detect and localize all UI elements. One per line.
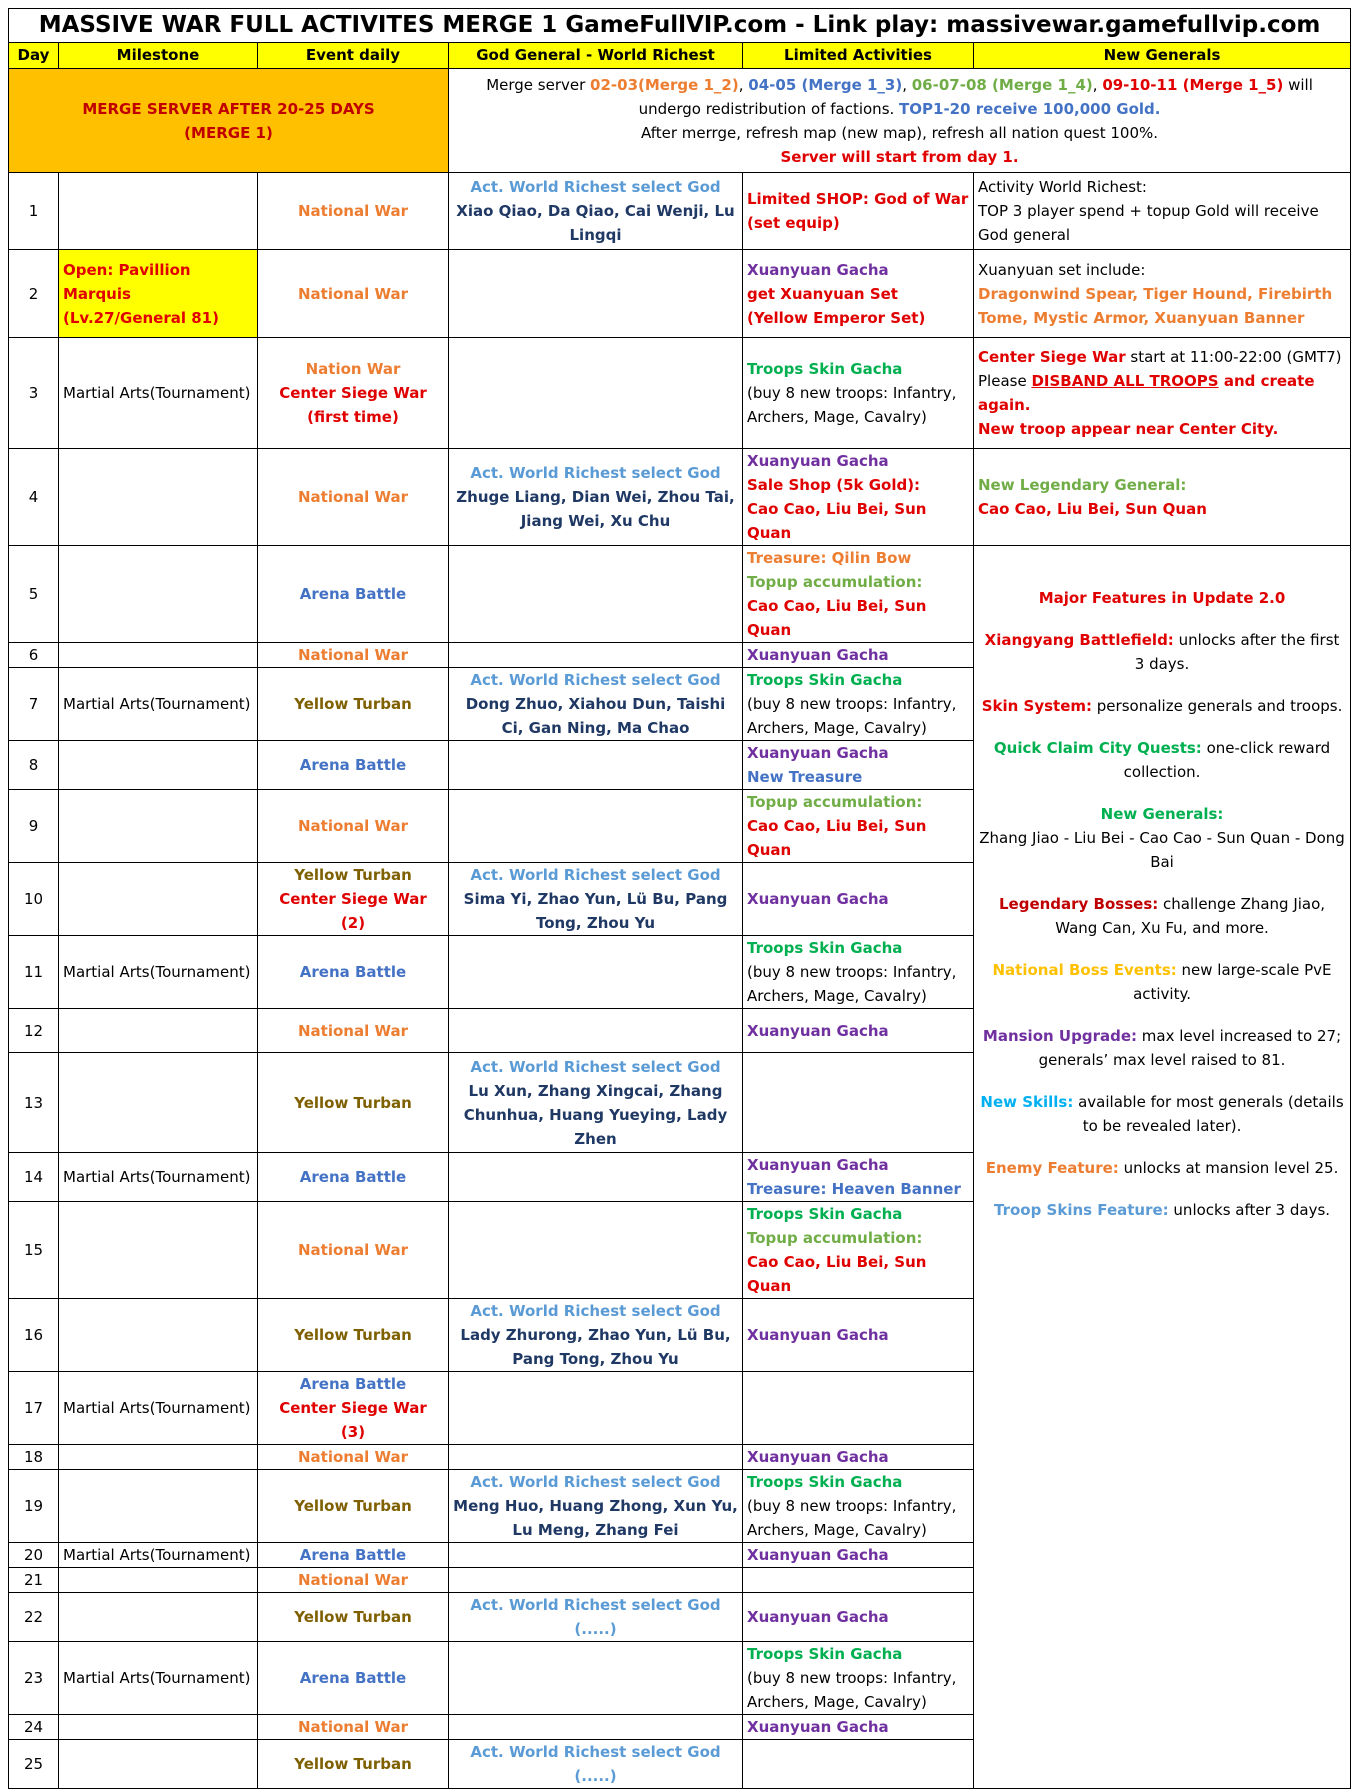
feature-name: New Skills: [980,1093,1074,1111]
feature-item [978,1156,1346,1180]
feature-desc: Zhang Jiao - Liu Bei - Cao Cao - Sun Quan - Dong Bai [979,829,1345,871]
limited-line: Troops Skin Gacha [747,360,903,378]
event-line: Arena Battle [299,1375,407,1393]
god-activity-label: Act. World Richest select God [470,1743,721,1761]
event-cell: Arena Battle [258,741,449,790]
new-line: DISBAND ALL TROOPS [1031,372,1219,390]
event-cell: National War [258,449,449,546]
limited-line: (buy 8 new troops: Infantry, Archers, Mage, Cavalry) [747,1669,957,1711]
event-line: Yellow Turban [294,866,412,884]
limited-line: Limited SHOP: God of War [747,190,969,208]
day-cell: 3 [9,338,59,449]
day-cell: 20 [9,1543,59,1568]
merge-detail-text: Merge server [486,75,591,94]
new-line: and create again. [978,372,1315,414]
activity-schedule-sheet [8,8,1350,1785]
new-line: Activity World Richest: [978,178,1147,196]
event-cell: Yellow Turban [258,1740,449,1789]
limited-cell [743,250,974,338]
god-cell [449,1299,743,1372]
god-cell [449,1372,743,1445]
limited-line: get Xuanyuan Set [747,284,898,303]
milestone-cell [59,1202,258,1299]
god-activity-label: Act. World Richest select God [470,866,721,884]
god-list: Zhuge Liang, Dian Wei, Zhou Tai, Jiang Wei, Xu Chu [456,488,735,530]
god-cell [449,173,743,250]
milestone-cell [59,1715,258,1740]
new-generals-cell [974,449,1351,546]
god-activity-label: Act. World Richest select God [470,671,721,689]
feature-desc: available for most generals (details to be revealed later). [1073,1093,1344,1135]
new-line: TOP 3 player spend + topup Gold will receive God general [978,202,1319,244]
milestone-cell [59,546,258,643]
new-line: New Legendary General: [978,476,1187,494]
milestone-cell [59,1299,258,1372]
limited-cell [743,546,974,643]
merge-sep: , [1092,75,1103,94]
merge-1-2: 02-03(Merge 1_2) [590,75,739,94]
schedule-table [8,8,1351,1789]
limited-line: Cao Cao, Liu Bei, Sun Quan [747,817,927,859]
god-cell [449,1593,743,1642]
milestone-cell: Martial Arts(Tournament) [59,338,258,449]
limited-line: Cao Cao, Liu Bei, Sun Quan [747,1253,927,1295]
new-line: Please [978,372,1032,390]
event-cell [258,1372,449,1445]
table-row [9,338,1351,449]
event-cell: National War [258,1009,449,1053]
event-cell: National War [258,173,449,250]
merge-detail-text: will undergo redistribution of factions. [638,75,1313,118]
milestone-cell: Martial Arts(Tournament) [59,1372,258,1445]
limited-line: New Treasure [747,768,863,786]
day-cell: 7 [9,668,59,741]
limited-line: (buy 8 new troops: Infantry, Archers, Mage, Cavalry) [747,963,957,1005]
limited-line: Troops Skin Gacha [747,1645,903,1663]
day-cell: 13 [9,1053,59,1153]
god-activity-label: Act. World Richest select God [470,1596,721,1614]
day-cell: 11 [9,936,59,1009]
day-cell: 24 [9,1715,59,1740]
feature-item [978,694,1346,718]
limited-cell [743,1642,974,1715]
limited-cell: Xuanyuan Gacha [743,863,974,936]
major-features-cell [974,546,1351,1789]
day-cell: 15 [9,1202,59,1299]
god-cell [449,1202,743,1299]
day-cell: 23 [9,1642,59,1715]
day-cell: 17 [9,1372,59,1445]
event-cell: Arena Battle [258,1642,449,1715]
milestone-cell [59,1445,258,1470]
milestone-cell: Martial Arts(Tournament) [59,1153,258,1202]
limited-cell [743,173,974,250]
limited-cell: Xuanyuan Gacha [743,1009,974,1053]
god-activity-label: Act. World Richest select God [470,1302,721,1320]
day-cell: 2 [9,250,59,338]
event-cell: National War [258,1568,449,1593]
feature-desc: max level increased to 27; generals’ max level raised to 81. [1038,1027,1342,1069]
event-line: Nation War [305,360,401,378]
new-line: New troop appear near Center City. [978,420,1279,438]
day-cell: 9 [9,790,59,863]
god-cell [449,1642,743,1715]
limited-cell: Xuanyuan Gacha [743,643,974,668]
day-cell: 18 [9,1445,59,1470]
event-line: Center Siege War [279,1399,427,1417]
merge-note-line2: (MERGE 1) [184,123,273,142]
milestone-cell [59,449,258,546]
limited-line: Xuanyuan Gacha [747,452,889,470]
limited-line: Xuanyuan Gacha [747,744,889,762]
header-day: Day [9,43,59,69]
god-cell [449,790,743,863]
table-row [9,449,1351,546]
limited-line: (buy 8 new troops: Infantry, Archers, Mage, Cavalry) [747,384,957,426]
god-cell [449,1053,743,1153]
merge-1-3: 04-05 (Merge 1_3) [748,75,903,94]
page-title: MASSIVE WAR FULL ACTIVITES MERGE 1 GameFullVIP.com - Link play: massivewar.gamefullvip.com [9,9,1351,43]
event-cell: Arena Battle [258,546,449,643]
event-cell: Yellow Turban [258,1053,449,1153]
new-line: start at 11:00-22:00 (GMT7) [1125,348,1342,366]
event-cell: Yellow Turban [258,1593,449,1642]
feature-desc: one-click reward collection. [1123,739,1331,781]
limited-line: Troops Skin Gacha [747,1205,903,1223]
god-cell [449,1740,743,1789]
header-god-general: God General - World Richest [449,43,743,69]
features-title: Major Features in Update 2.0 [1038,589,1286,607]
new-line: Xuanyuan set include: [978,260,1146,279]
god-cell [449,1153,743,1202]
day-cell: 16 [9,1299,59,1372]
limited-line: Treasure: Qilin Bow [747,549,912,567]
god-cell [449,863,743,936]
feature-name: Xiangyang Battlefield: [984,631,1174,649]
feature-name: New Generals: [1100,805,1224,823]
event-line: Center Siege War [279,384,427,402]
day-cell: 4 [9,449,59,546]
merge-note-line1: MERGE SERVER AFTER 20-25 DAYS [82,99,375,118]
day-cell: 19 [9,1470,59,1543]
event-cell [258,338,449,449]
merge-1-5: 09-10-11 (Merge 1_5) [1102,75,1284,94]
merge-details [449,69,1351,173]
milestone-cell: Martial Arts(Tournament) [59,668,258,741]
god-cell [449,250,743,338]
milestone-cell [59,1568,258,1593]
event-cell: National War [258,790,449,863]
day-cell: 12 [9,1009,59,1053]
feature-item [978,1024,1346,1072]
milestone-cell [59,1470,258,1543]
feature-desc: challenge Zhang Jiao, Wang Can, Xu Fu, and more. [1055,895,1326,937]
limited-cell [743,936,974,1009]
day-cell: 8 [9,741,59,790]
limited-line: Xuanyuan Gacha [747,1156,889,1174]
feature-name: Enemy Feature: [985,1159,1119,1177]
limited-cell [743,1202,974,1299]
god-cell [449,643,743,668]
limited-cell: Xuanyuan Gacha [743,1715,974,1740]
limited-line: Treasure: Heaven Banner [747,1180,961,1198]
new-generals-cell [974,338,1351,449]
limited-line: (set equip) [747,214,840,232]
merge-1-4: 06-07-08 (Merge 1_4) [911,75,1093,94]
feature-item [978,802,1346,874]
event-line: (3) [340,1423,366,1441]
header-new-generals: New Generals [974,43,1351,69]
event-cell: Yellow Turban [258,1470,449,1543]
table-row [9,546,1351,643]
milestone-cell [59,1740,258,1789]
god-list: (.....) [574,1620,617,1638]
god-list: Meng Huo, Huang Zhong, Xun Yu, Lu Meng, Zhang Fei [453,1497,738,1539]
limited-line: Topup accumulation: [747,1229,923,1247]
merge-reward: TOP1-20 receive 100,000 Gold. [899,99,1161,118]
new-line: Dragonwind Spear, Tiger Hound, Firebirth Tome, Mystic Armor, Xuanyuan Banner [978,284,1333,327]
god-list: Lu Xun, Zhang Xingcai, Zhang Chunhua, Huang Yueying, Lady Zhen [463,1081,728,1148]
god-cell [449,741,743,790]
day-cell: 21 [9,1568,59,1593]
event-cell: National War [258,643,449,668]
milestone-cell: Martial Arts(Tournament) [59,936,258,1009]
limited-line: Cao Cao, Liu Bei, Sun Quan [747,597,927,639]
event-line: Center Siege War [279,890,427,908]
header-milestone: Milestone [59,43,258,69]
day-cell: 5 [9,546,59,643]
god-list: Xiao Qiao, Da Qiao, Cai Wenji, Lu Lingqi [456,202,735,244]
day-cell: 25 [9,1740,59,1789]
milestone-cell: Martial Arts(Tournament) [59,1543,258,1568]
milestone-cell [59,741,258,790]
feature-name: Mansion Upgrade: [982,1027,1137,1045]
new-generals-cell [974,250,1351,338]
feature-name: Skin System: [981,697,1093,715]
god-list: Dong Zhuo, Xiahou Dun, Taishi Ci, Gan Ning, Ma Chao [465,695,726,737]
header-event-daily: Event daily [258,43,449,69]
event-cell: Arena Battle [258,1153,449,1202]
limited-cell: Xuanyuan Gacha [743,1543,974,1568]
god-cell [449,1715,743,1740]
event-cell: Arena Battle [258,936,449,1009]
limited-cell [743,741,974,790]
limited-line: Cao Cao, Liu Bei, Sun Quan [747,500,927,542]
day-cell: 6 [9,643,59,668]
feature-item [978,892,1346,940]
limited-cell [743,338,974,449]
new-line: Center Siege War [978,348,1126,366]
limited-line: Troops Skin Gacha [747,1473,903,1491]
feature-item [978,1198,1346,1222]
event-cell: Arena Battle [258,1543,449,1568]
limited-cell [743,1568,974,1593]
milestone-cell [59,1009,258,1053]
header-limited-activities: Limited Activities [743,43,974,69]
merge-sep: , [738,75,749,94]
day-cell: 1 [9,173,59,250]
limited-cell [743,1372,974,1445]
event-cell: Yellow Turban [258,668,449,741]
header-row [9,43,1351,69]
feature-name: National Boss Events: [992,961,1177,979]
limited-line: Topup accumulation: [747,793,923,811]
new-line: Cao Cao, Liu Bei, Sun Quan [978,500,1207,518]
god-cell [449,1568,743,1593]
table-row [9,250,1351,338]
limited-cell [743,1470,974,1543]
god-cell [449,546,743,643]
day-cell: 14 [9,1153,59,1202]
god-cell [449,449,743,546]
event-cell [258,863,449,936]
table-row [9,173,1351,250]
milestone-line: (Lv.27/General 81) [63,308,219,327]
limited-cell [743,668,974,741]
limited-cell: Xuanyuan Gacha [743,1593,974,1642]
event-cell: National War [258,250,449,338]
god-cell [449,1543,743,1568]
feature-item [978,958,1346,1006]
limited-line: Topup accumulation: [747,573,923,591]
milestone-cell [59,643,258,668]
limited-line: Troops Skin Gacha [747,939,903,957]
god-activity-label: Act. World Richest select God [470,1057,721,1076]
feature-name: Quick Claim City Quests: [993,739,1202,757]
event-cell: National War [258,1445,449,1470]
limited-cell: Xuanyuan Gacha [743,1445,974,1470]
god-cell [449,1445,743,1470]
feature-item [978,1090,1346,1138]
milestone-line: Open: Pavillion Marquis [63,260,191,303]
event-line: (first time) [307,408,399,426]
limited-cell: Xuanyuan Gacha [743,1299,974,1372]
limited-line: (Yellow Emperor Set) [747,308,926,327]
milestone-cell [59,250,258,338]
merge-info-row [9,69,1351,173]
milestone-cell: Martial Arts(Tournament) [59,1642,258,1715]
limited-line: Sale Shop (5k Gold): [747,476,921,494]
feature-name: Legendary Bosses: [998,895,1159,913]
event-line: (2) [340,914,366,932]
god-list: Lady Zhurong, Zhao Yun, Lü Bu, Pang Tong, Zhou Yu [460,1326,731,1368]
god-cell [449,1009,743,1053]
god-cell [449,936,743,1009]
god-activity-label: Act. World Richest select God [470,178,721,196]
god-list: Sima Yi, Zhao Yun, Lü Bu, Pang Tong, Zhou Yu [463,890,728,932]
milestone-cell [59,790,258,863]
limited-cell [743,1153,974,1202]
merge-restart-note: Server will start from day 1. [780,147,1019,166]
feature-desc: unlocks after the first 3 days. [1134,631,1340,673]
day-cell: 22 [9,1593,59,1642]
merge-server-note [9,69,449,173]
milestone-cell [59,863,258,936]
limited-line: Troops Skin Gacha [747,671,903,689]
limited-line: (buy 8 new troops: Infantry, Archers, Mage, Cavalry) [747,695,957,737]
god-cell [449,668,743,741]
god-cell [449,1470,743,1543]
event-cell: National War [258,1715,449,1740]
event-cell: Yellow Turban [258,1299,449,1372]
limited-cell [743,790,974,863]
new-generals-cell [974,173,1351,250]
milestone-cell [59,173,258,250]
god-list: (.....) [574,1767,617,1785]
limited-line: (buy 8 new troops: Infantry, Archers, Mage, Cavalry) [747,1497,957,1539]
feature-item [978,628,1346,676]
limited-line: Xuanyuan Gacha [747,260,889,279]
limited-cell [743,1053,974,1153]
feature-desc: new large-scale PvE activity. [1133,961,1332,1003]
day-cell: 10 [9,863,59,936]
feature-desc: personalize generals and troops. [1092,697,1343,715]
feature-item [978,736,1346,784]
feature-desc: unlocks at mansion level 25. [1118,1159,1339,1177]
milestone-cell [59,1593,258,1642]
god-cell [449,338,743,449]
limited-cell [743,449,974,546]
god-activity-label: Act. World Richest select God [470,464,721,482]
god-activity-label: Act. World Richest select God [470,1473,721,1491]
limited-cell [743,1740,974,1789]
feature-desc: unlocks after 3 days. [1168,1201,1331,1219]
event-cell: National War [258,1202,449,1299]
merge-sep: , [902,75,912,94]
feature-name: Troop Skins Feature: [994,1201,1169,1219]
merge-refresh-note: After merrge, refresh map (new map), refresh all nation quest 100%. [641,123,1159,142]
milestone-cell [59,1053,258,1153]
